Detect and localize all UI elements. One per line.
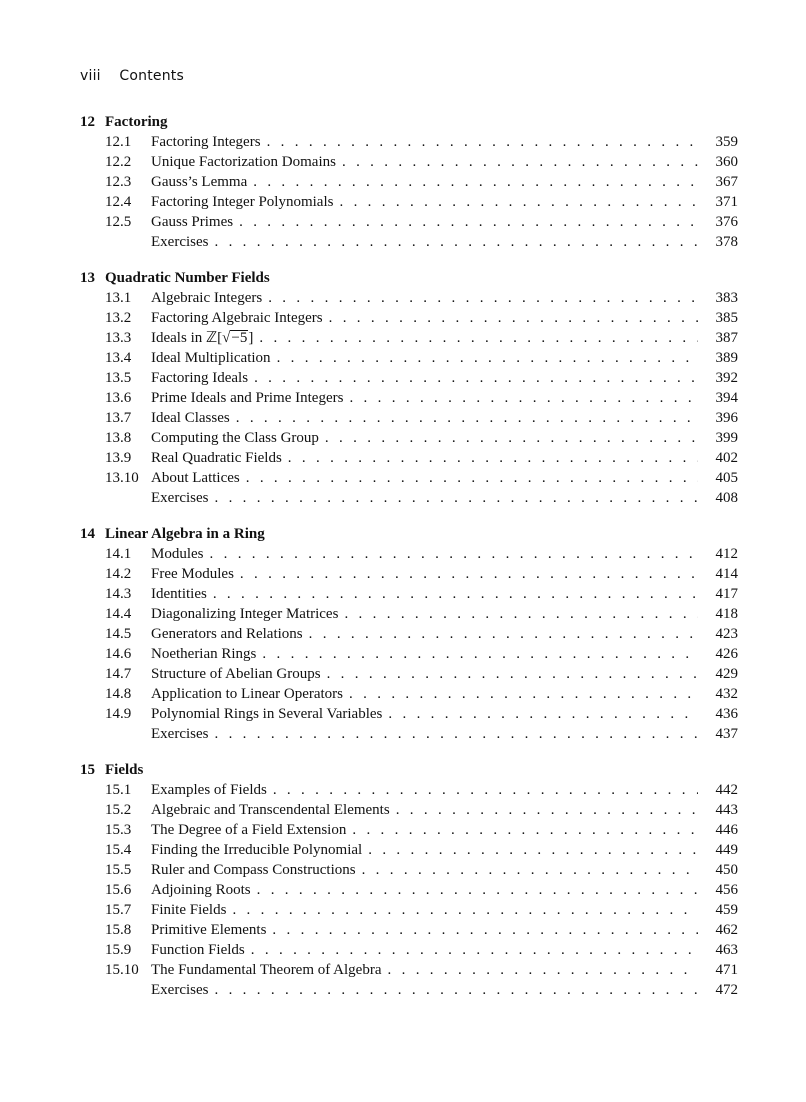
chapter-title: Fields: [105, 762, 144, 778]
section-number: 15.3: [105, 822, 132, 838]
dot-leader: [259, 328, 698, 348]
dot-leader: [246, 468, 698, 488]
dot-leader: [273, 780, 698, 800]
page-ref: 412: [715, 546, 738, 562]
toc-entry[interactable]: [80, 920, 738, 940]
section-title: Examples of Fields: [151, 782, 267, 798]
toc-chapter: [80, 524, 738, 744]
chapter-heading[interactable]: [80, 268, 738, 288]
section-title: Unique Factorization Domains: [151, 154, 336, 170]
dot-leader: [344, 604, 698, 624]
dot-leader: [272, 920, 698, 940]
section-title: Structure of Abelian Groups: [151, 666, 321, 682]
toc-entry[interactable]: [80, 428, 738, 448]
chapter-heading[interactable]: [80, 112, 738, 132]
toc-entry[interactable]: [80, 192, 738, 212]
dot-leader: [262, 644, 698, 664]
section-number: 13.10: [105, 470, 139, 486]
section-number: 15.1: [105, 782, 132, 798]
page-ref: 394: [715, 390, 738, 406]
dot-leader: [388, 960, 699, 980]
section-title: Identities: [151, 586, 207, 602]
section-number: 15.5: [105, 862, 132, 878]
page-ref: 360: [715, 154, 738, 170]
section-number: 15.6: [105, 882, 132, 898]
page-ref: 471: [715, 962, 738, 978]
section-title: Ideals in ℤ[√−5]: [151, 330, 254, 346]
section-title: Modules: [151, 546, 204, 562]
section-title: Algebraic and Transcendental Elements: [151, 802, 390, 818]
section-title: Factoring Ideals: [151, 370, 249, 386]
dot-leader: [236, 408, 698, 428]
dot-leader: [214, 488, 698, 508]
toc-entry[interactable]: [80, 368, 738, 388]
section-title: Finding the Irreducible Polynomial: [151, 842, 363, 858]
dot-leader: [254, 368, 698, 388]
section-title: Ideal Classes: [151, 410, 230, 426]
chapter-number: 13: [80, 270, 95, 286]
section-number: 15.8: [105, 922, 132, 938]
section-number: 13.4: [105, 350, 132, 366]
page-ref: 436: [715, 706, 738, 722]
running-head: [80, 68, 184, 84]
table-of-contents: [80, 112, 738, 1016]
page-ref: 443: [715, 802, 738, 818]
section-number: 15.4: [105, 842, 132, 858]
page-ref: 359: [715, 134, 738, 150]
page-ref: 449: [715, 842, 738, 858]
chapter-title: Linear Algebra in a Ring: [105, 526, 265, 542]
dot-leader: [214, 980, 698, 1000]
toc-entry[interactable]: [80, 820, 738, 840]
dot-leader: [368, 840, 698, 860]
section-number: 14.2: [105, 566, 132, 582]
chapter-title: Quadratic Number Fields: [105, 270, 270, 286]
section-number: 14.3: [105, 586, 132, 602]
toc-entry[interactable]: [80, 348, 738, 368]
section-title: Ideal Multiplication: [151, 350, 271, 366]
toc-entry[interactable]: [80, 704, 738, 724]
toc-entry[interactable]: [80, 564, 738, 584]
toc-entry[interactable]: [80, 172, 738, 192]
chapter-title: Factoring: [105, 114, 168, 130]
dot-leader: [342, 152, 698, 172]
page-ref: 456: [715, 882, 738, 898]
chapter-number: 12: [80, 114, 95, 130]
chapter-number: 14: [80, 526, 95, 542]
section-number: 12.3: [105, 174, 132, 190]
section-number: 15.10: [105, 962, 139, 978]
toc-entry[interactable]: [80, 900, 738, 920]
toc-entry[interactable]: [80, 132, 738, 152]
page-ref: 389: [715, 350, 738, 366]
section-title: Finite Fields: [151, 902, 227, 918]
toc-entry[interactable]: [80, 448, 738, 468]
dot-leader: [251, 940, 698, 960]
section-number: 13.5: [105, 370, 132, 386]
toc-entry[interactable]: [80, 860, 738, 880]
page-ref: 378: [715, 234, 738, 250]
section-number: 13.1: [105, 290, 132, 306]
page-ref: 446: [715, 822, 738, 838]
section-title: Gauss Primes: [151, 214, 234, 230]
toc-entry[interactable]: [80, 308, 738, 328]
dot-leader: [240, 564, 698, 584]
section-title: The Fundamental Theorem of Algebra: [151, 962, 382, 978]
page-ref: 459: [715, 902, 738, 918]
dot-leader: [339, 192, 698, 212]
dot-leader: [309, 624, 698, 644]
page-ref: 376: [715, 214, 738, 230]
section-number: 15.7: [105, 902, 132, 918]
dot-leader: [349, 684, 698, 704]
section-number: 12.1: [105, 134, 132, 150]
toc-entry[interactable]: [80, 584, 738, 604]
dot-leader: [267, 132, 698, 152]
toc-entry[interactable]: [80, 840, 738, 860]
section-title: Exercises: [151, 726, 209, 742]
section-title: Prime Ideals and Prime Integers: [151, 390, 344, 406]
toc-entry[interactable]: [80, 408, 738, 428]
page-ref: 414: [715, 566, 738, 582]
section-number: 13.3: [105, 330, 132, 346]
section-number: 14.9: [105, 706, 132, 722]
section-title: Diagonalizing Integer Matrices: [151, 606, 339, 622]
section-title: Exercises: [151, 490, 209, 506]
chapter-heading[interactable]: [80, 524, 738, 544]
toc-entry[interactable]: [80, 684, 738, 704]
section-number: 12.4: [105, 194, 132, 210]
toc-entry[interactable]: [80, 152, 738, 172]
page-ref: 429: [715, 666, 738, 682]
section-number: 13.2: [105, 310, 132, 326]
toc-chapter: [80, 268, 738, 508]
page-ref: 463: [715, 942, 738, 958]
page-ref: 418: [715, 606, 738, 622]
toc-entry[interactable]: [80, 664, 738, 684]
dot-leader: [253, 172, 698, 192]
toc-entry[interactable]: [80, 940, 738, 960]
toc-entry[interactable]: [80, 960, 738, 980]
page-ref: 462: [715, 922, 738, 938]
dot-leader: [288, 448, 698, 468]
page-ref: 402: [715, 450, 738, 466]
dot-leader: [257, 880, 698, 900]
page-ref: 399: [715, 430, 738, 446]
section-title: Factoring Algebraic Integers: [151, 310, 323, 326]
dot-leader: [388, 704, 698, 724]
dot-leader: [210, 544, 699, 564]
dot-leader: [325, 428, 698, 448]
section-number: 13.9: [105, 450, 132, 466]
dot-leader: [362, 860, 698, 880]
page-ref: 392: [715, 370, 738, 386]
section-title: Generators and Relations: [151, 626, 303, 642]
section-number: 14.1: [105, 546, 132, 562]
section-title: Exercises: [151, 234, 209, 250]
page-ref: 405: [715, 470, 738, 486]
dot-leader: [327, 664, 698, 684]
section-title: Noetherian Rings: [151, 646, 257, 662]
dot-leader: [214, 724, 698, 744]
chapter-number: 15: [80, 762, 95, 778]
toc-entry[interactable]: [80, 544, 738, 564]
toc-entry[interactable]: [80, 800, 738, 820]
page-ref: 423: [715, 626, 738, 642]
toc-entry[interactable]: [80, 328, 738, 348]
toc-entry[interactable]: [80, 980, 738, 1000]
dot-leader: [213, 584, 698, 604]
page-ref: 442: [715, 782, 738, 798]
section-number: 14.4: [105, 606, 132, 622]
section-number: 13.8: [105, 430, 132, 446]
page-ref: 417: [715, 586, 738, 602]
page-ref: 367: [715, 174, 738, 190]
toc-entry[interactable]: [80, 644, 738, 664]
toc-entry[interactable]: [80, 488, 738, 508]
page-ref: 387: [715, 330, 738, 346]
toc-entry[interactable]: [80, 604, 738, 624]
section-title: Primitive Elements: [151, 922, 267, 938]
section-number: 13.6: [105, 390, 132, 406]
page-ref: 385: [715, 310, 738, 326]
dot-leader: [214, 232, 698, 252]
toc-entry[interactable]: [80, 724, 738, 744]
page-ref: 426: [715, 646, 738, 662]
toc-entry[interactable]: [80, 232, 738, 252]
section-title: Gauss’s Lemma: [151, 174, 248, 190]
toc-entry[interactable]: [80, 388, 738, 408]
section-number: 12.2: [105, 154, 132, 170]
page-ref: 396: [715, 410, 738, 426]
section-title: The Degree of a Field Extension: [151, 822, 347, 838]
dot-leader: [268, 288, 698, 308]
section-number: 14.7: [105, 666, 132, 682]
dot-leader: [396, 800, 698, 820]
page-ref: 408: [715, 490, 738, 506]
toc-chapter: [80, 112, 738, 252]
section-title: Free Modules: [151, 566, 234, 582]
section-title: Ruler and Compass Constructions: [151, 862, 356, 878]
section-number: 13.7: [105, 410, 132, 426]
dot-leader: [232, 900, 698, 920]
chapter-heading[interactable]: [80, 760, 738, 780]
section-title: Computing the Class Group: [151, 430, 319, 446]
page-ref: 437: [715, 726, 738, 742]
dot-leader: [277, 348, 698, 368]
page-ref: 371: [715, 194, 738, 210]
section-title: Polynomial Rings in Several Variables: [151, 706, 383, 722]
section-title: Algebraic Integers: [151, 290, 263, 306]
section-title: About Lattices: [151, 470, 240, 486]
toc-entry[interactable]: [80, 212, 738, 232]
dot-leader: [352, 820, 698, 840]
section-title: Real Quadratic Fields: [151, 450, 282, 466]
page-ref: 432: [715, 686, 738, 702]
toc-entry[interactable]: [80, 780, 738, 800]
section-number: 12.5: [105, 214, 132, 230]
toc-entry[interactable]: [80, 880, 738, 900]
section-number: 14.6: [105, 646, 132, 662]
section-number: 14.5: [105, 626, 132, 642]
page-number: viii: [80, 68, 101, 84]
section-title: Exercises: [151, 982, 209, 998]
page-ref: 472: [715, 982, 738, 998]
section-number: 14.8: [105, 686, 132, 702]
section-number: 15.2: [105, 802, 132, 818]
page-ref: 450: [715, 862, 738, 878]
section-title: Factoring Integer Polynomials: [151, 194, 334, 210]
section-title: Application to Linear Operators: [151, 686, 344, 702]
running-title: Contents: [119, 68, 184, 84]
page-ref: 383: [715, 290, 738, 306]
section-title: Adjoining Roots: [151, 882, 251, 898]
toc-entry[interactable]: [80, 624, 738, 644]
section-title: Function Fields: [151, 942, 245, 958]
dot-leader: [239, 212, 698, 232]
toc-entry[interactable]: [80, 288, 738, 308]
dot-leader: [329, 308, 698, 328]
toc-chapter: [80, 760, 738, 1000]
section-number: 15.9: [105, 942, 132, 958]
toc-entry[interactable]: [80, 468, 738, 488]
section-title: Factoring Integers: [151, 134, 261, 150]
dot-leader: [349, 388, 698, 408]
